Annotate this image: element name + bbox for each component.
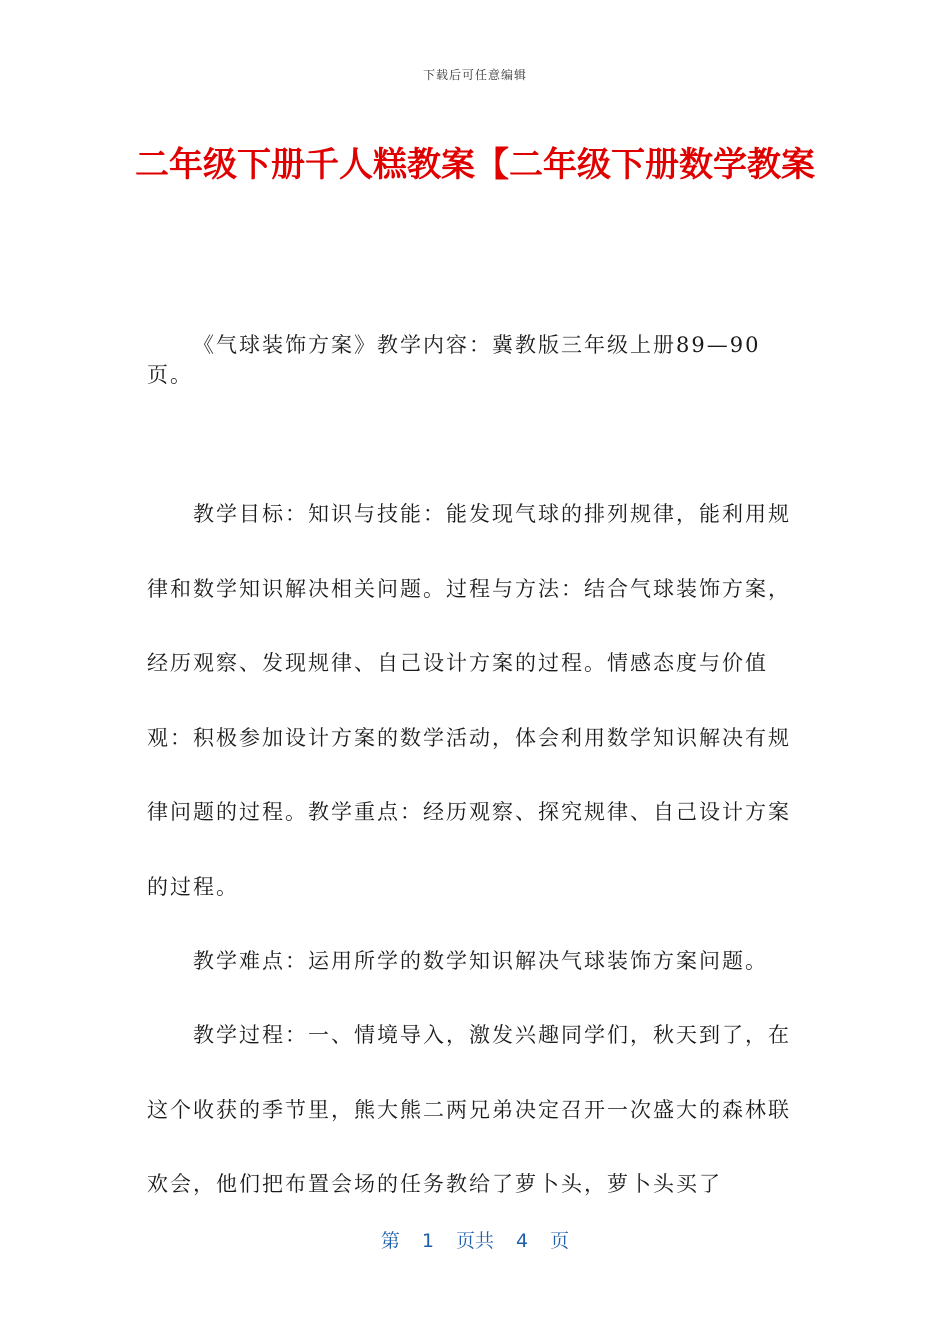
- paragraph-teaching-difficulty: 教学难点：运用所学的数学知识解决气球装饰方案问题。: [193, 949, 768, 973]
- footer-current-page: 1: [421, 1230, 434, 1252]
- paragraph-teaching-content: 《气球装饰方案》教学内容：冀教版三年级上册89—90页。: [147, 333, 761, 387]
- paragraph-teaching-process: 教学过程：一、情境导入，激发兴趣同学们，秋天到了，在这个收获的季节里，熊大熊二两兄弟决定召开一次盛大的森林联欢会，他们把布置会场的任务教给了萝卜头，萝卜头买了: [147, 1023, 791, 1196]
- footer-middle: 页共: [455, 1230, 494, 1252]
- footer-suffix: 页: [550, 1230, 570, 1252]
- page-footer: [0, 1226, 950, 1253]
- paragraph-teaching-goals: 教学目标：知识与技能：能发现气球的排列规律，能利用规律和数学知识解决相关问题。过程与方法：结合气球装饰方案，经历观察、发现规律、自己设计方案的过程。情感态度与价值观：积极参加设计方案的数学活动，体会利用数学知识解决有规律问题的过程。教学重点：经历观察、探究规律、自己设计方案的过程。: [147, 502, 791, 899]
- header-note: 下载后可任意编辑: [422, 68, 527, 82]
- footer-prefix: 第: [380, 1230, 400, 1252]
- document-title: 二年级下册千人糕教案【二年级下册数学教案: [135, 145, 815, 185]
- footer-total-pages: 4: [516, 1230, 529, 1252]
